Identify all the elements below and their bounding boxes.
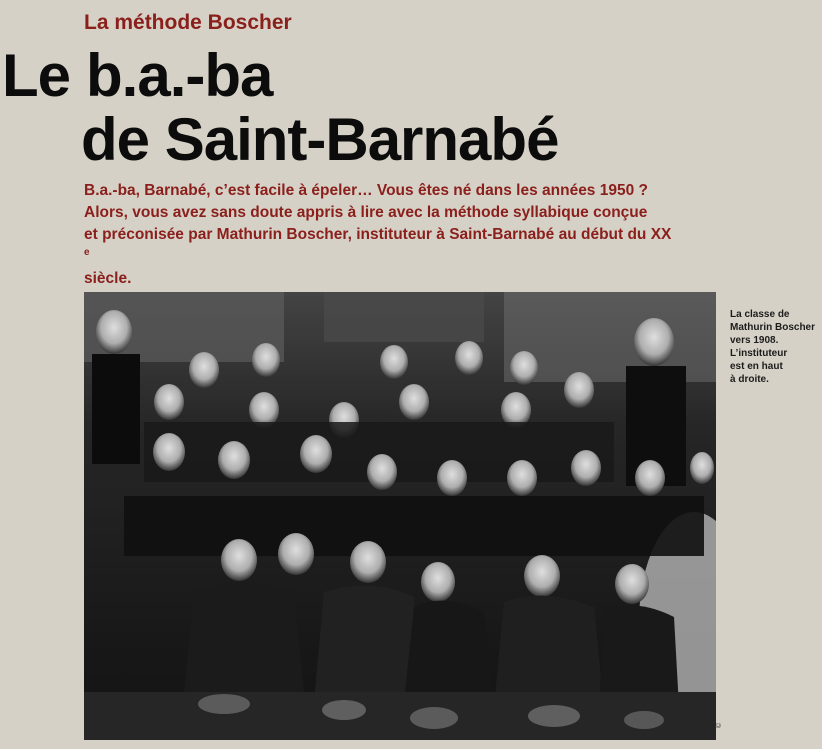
title-word-le: Le	[2, 42, 71, 109]
title-line-1	[2, 42, 272, 109]
caption-line: La classe de	[730, 309, 790, 320]
caption-line: Mathurin Boscher	[730, 322, 816, 333]
photo-caption	[730, 308, 820, 386]
caption-line: vers 1908.	[730, 335, 779, 346]
caption-line: est en haut	[730, 361, 783, 372]
page-title	[2, 44, 558, 172]
intro-line: Alors, vous avez sans doute appris à lire avec la méthode syllabique conçue	[84, 204, 648, 221]
intro-line	[84, 224, 784, 290]
intro-line: B.a.-ba, Barnabé, c’est facile à épeler… Vous êtes né dans les années 1950 ?	[84, 182, 648, 199]
title-line-2: de Saint-Barnabé	[81, 106, 559, 173]
century-superscript: e	[84, 246, 90, 258]
intro-line-text: et préconisée par Mathurin Boscher, instituteur à Saint-Barnabé au début du XX	[84, 226, 672, 243]
photo-credit: ©	[716, 722, 723, 728]
title-word-baba: b.a.-ba	[86, 42, 273, 109]
intro-line-end: siècle.	[84, 270, 132, 287]
class-photo	[84, 292, 716, 740]
class-photo-illustration	[84, 292, 716, 740]
caption-line: L’instituteur	[730, 348, 788, 359]
kicker: La méthode Boscher	[84, 11, 292, 34]
caption-line: à droite.	[730, 374, 769, 385]
